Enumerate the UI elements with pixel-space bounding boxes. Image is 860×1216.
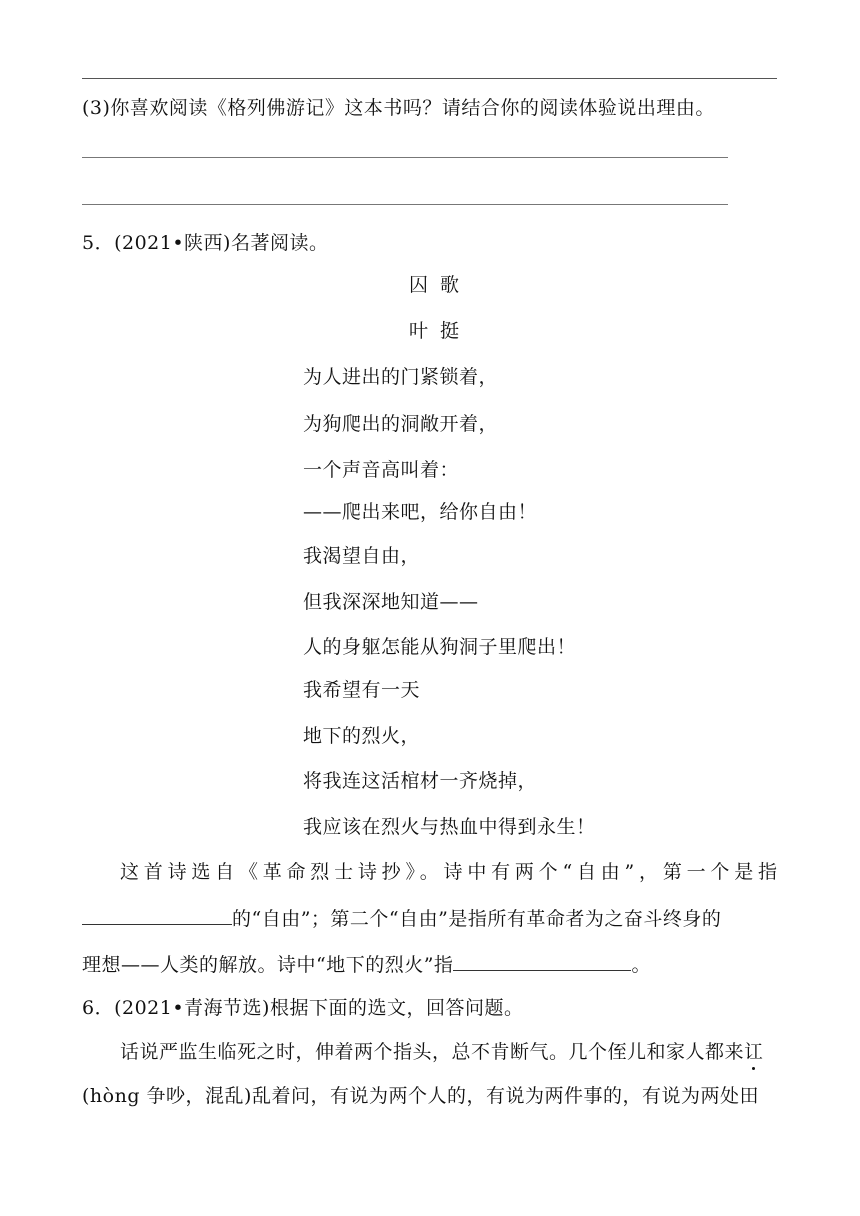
poem-author: 叶挺	[408, 320, 471, 342]
poem-line: 我渴望自由，	[303, 545, 421, 567]
poem-line: 一个声音高叫着：	[303, 459, 460, 481]
q5-paragraph-text: 的“自由”；第二个“自由”是指所有革命者为之奋斗终身的	[232, 908, 722, 930]
top-rule	[82, 78, 777, 79]
question-6-header: 6．(2021•青海节选)根据下面的选文，回答问题。	[82, 997, 524, 1019]
poem-line: 我应该在烈火与热血中得到永生！	[303, 816, 596, 838]
poem-line: 将我连这活棺材一齐烧掉，	[303, 770, 538, 792]
question-3-text: (3)你喜欢阅读《格列佛游记》这本书吗？请结合你的阅读体验说出理由。	[82, 97, 715, 119]
fill-in-blank-2[interactable]	[453, 952, 631, 971]
q5-paragraph-line-3	[82, 952, 651, 977]
poem-line: 但我深深地知道——	[303, 591, 479, 613]
answer-line-2[interactable]	[82, 204, 728, 205]
q5-paragraph-line-1	[120, 860, 777, 884]
q5-paragraph-text: 理想——人类的解放。诗中“地下的烈火”指	[82, 954, 454, 976]
poem-line: 为狗爬出的洞敞开着，	[303, 413, 499, 435]
poem-line: 人的身躯怎能从狗洞子里爬出！	[303, 636, 577, 658]
q5-paragraph-text: 这首诗选自《革命烈士诗抄》。诗中有两个“自由”，第一个是指	[120, 861, 777, 883]
poem-line: 地下的烈火，	[303, 725, 421, 747]
emphasis-dotted-char: 讧	[744, 1041, 764, 1063]
q6-passage-text: 话说严监生临死之时，伸着两个指头，总不肯断气。几个侄儿和家人都来	[120, 1041, 745, 1063]
q5-paragraph-line-2	[82, 906, 721, 931]
q5-paragraph-end: 。	[631, 954, 651, 976]
poem-line: 我希望有一天	[303, 679, 421, 701]
q6-passage-line-2: (hòng 争吵，混乱)乱着问，有说为两个人的，有说为两件事的，有说为两处田	[82, 1085, 759, 1107]
fill-in-blank-1[interactable]	[82, 906, 232, 925]
q6-passage-line-1	[120, 1040, 764, 1064]
question-5-header: 5．(2021•陕西)名著阅读。	[82, 232, 329, 254]
poem-line: ——爬出来吧，给你自由！	[303, 501, 538, 523]
poem-title: 囚歌	[408, 274, 471, 296]
poem-line: 为人进出的门紧锁着，	[303, 366, 499, 388]
answer-line-1[interactable]	[82, 157, 728, 158]
